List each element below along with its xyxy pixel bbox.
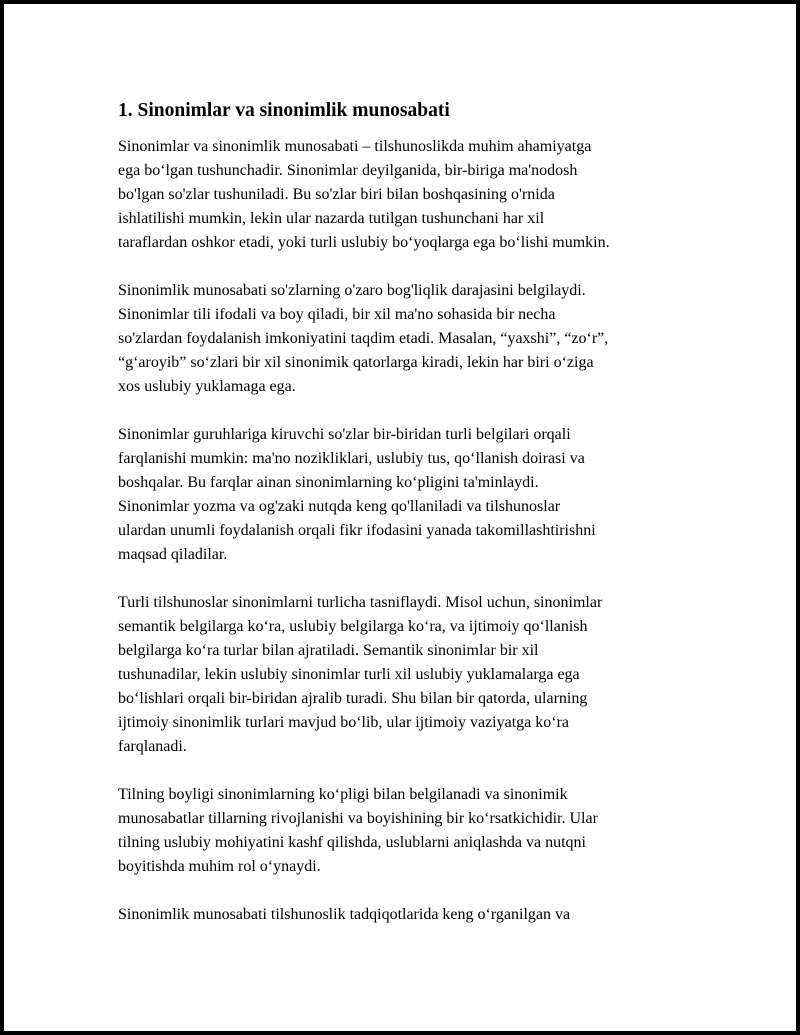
paragraph-4 <box>118 591 708 759</box>
text-line: munosabatlar tillarning rivojlanishi va boyishining bir ko‘rsatkichidir. Ular <box>118 810 598 827</box>
paragraph-2 <box>118 279 708 399</box>
text-line: “g‘aroyib” so‘zlari bir xil sinonimik qatorlarga kiradi, lekin har biri o‘ziga <box>118 354 594 371</box>
text-line: Sinonimlar yozma va og'zaki nutqda keng qo'llaniladi va tilshunoslar <box>118 498 561 515</box>
text-line: belgilarga ko‘ra turlar bilan ajratiladi. Semantik sinonimlar bir xil <box>118 642 539 659</box>
text-line: semantik belgilarga ko‘ra, uslubiy belgilarga ko‘ra, va ijtimoiy qo‘llanish <box>118 618 588 635</box>
text-line: tilning uslubiy mohiyatini kashf qilishda, uslublarni aniqlashda va nutqni <box>118 834 586 851</box>
paragraph-5 <box>118 783 708 879</box>
text-line: Sinonimlar guruhlariga kiruvchi so'zlar bir-biridan turli belgilari orqali <box>118 426 571 443</box>
text-line: Sinonimlik munosabati so'zlarning o'zaro bog'liqlik darajasini belgilaydi. <box>118 282 586 299</box>
text-line: so'zlardan foydalanish imkoniyatini taqdim etadi. Masalan, “yaxshi”, “zo‘r”, <box>118 330 609 347</box>
paragraph-6 <box>118 903 708 927</box>
text-line: ijtimoiy sinonimlik turlari mavjud bo‘lib, ular ijtimoiy vaziyatga ko‘ra <box>118 714 570 731</box>
text-line: maqsad qiladilar. <box>118 546 228 563</box>
text-line: bo‘lishlari orqali bir-biridan ajralib turadi. Shu bilan bir qatorda, ularning <box>118 690 588 707</box>
paragraph-1 <box>118 135 708 255</box>
text-line: Sinonimlik munosabati tilshunoslik tadqiqotlarida keng o‘rganilgan va <box>118 906 571 923</box>
text-line: Sinonimlar tili ifodali va boy qiladi, bir xil ma'no sohasida bir necha <box>118 306 556 323</box>
paragraph-3 <box>118 423 708 567</box>
text-line: ulardan unumli foydalanish orqali fikr ifodasini yanada takomillashtirishni <box>118 522 596 539</box>
text-line: bo'lgan so'zlar tushuniladi. Bu so'zlar biri bilan boshqasining o'rnida <box>118 186 555 203</box>
text-line: farqlanadi. <box>118 738 187 755</box>
text-line: ega bo‘lgan tushunchadir. Sinonimlar deyilganida, bir-biriga ma'nodosh <box>118 162 578 179</box>
text-line: boyitishda muhim rol o‘ynaydi. <box>118 858 321 875</box>
text-line: boshqalar. Bu farqlar ainan sinonimlarning ko‘pligini ta'minlaydi. <box>118 474 539 491</box>
text-line: Turli tilshunoslar sinonimlarni turlicha tasniflaydi. Misol uchun, sinonimlar <box>118 594 603 611</box>
text-line: tushunadilar, lekin uslubiy sinonimlar turli xil uslubiy yuklamalarga ega <box>118 666 580 683</box>
document-body <box>118 98 708 951</box>
text-line: ishlatilishi mumkin, lekin ular nazarda tutilgan tushunchani har xil <box>118 210 545 227</box>
text-line: Sinonimlar va sinonimlik munosabati – tilshunoslikda muhim ahamiyatga <box>118 138 592 155</box>
text-line: taraflardan oshkor etadi, yoki turli uslubiy bo‘yoqlarga ega bo‘lishi mumkin. <box>118 234 610 251</box>
text-line: farqlanishi mumkin: ma'no nozikliklari, uslubiy tus, qo‘llanish doirasi va <box>118 450 585 467</box>
section-heading: 1. Sinonimlar va sinonimlik munosabati <box>118 100 450 121</box>
text-line: Tilning boyligi sinonimlarning ko‘pligi bilan belgilanadi va sinonimik <box>118 786 568 803</box>
text-line: xos uslubiy yuklamaga ega. <box>118 378 296 395</box>
